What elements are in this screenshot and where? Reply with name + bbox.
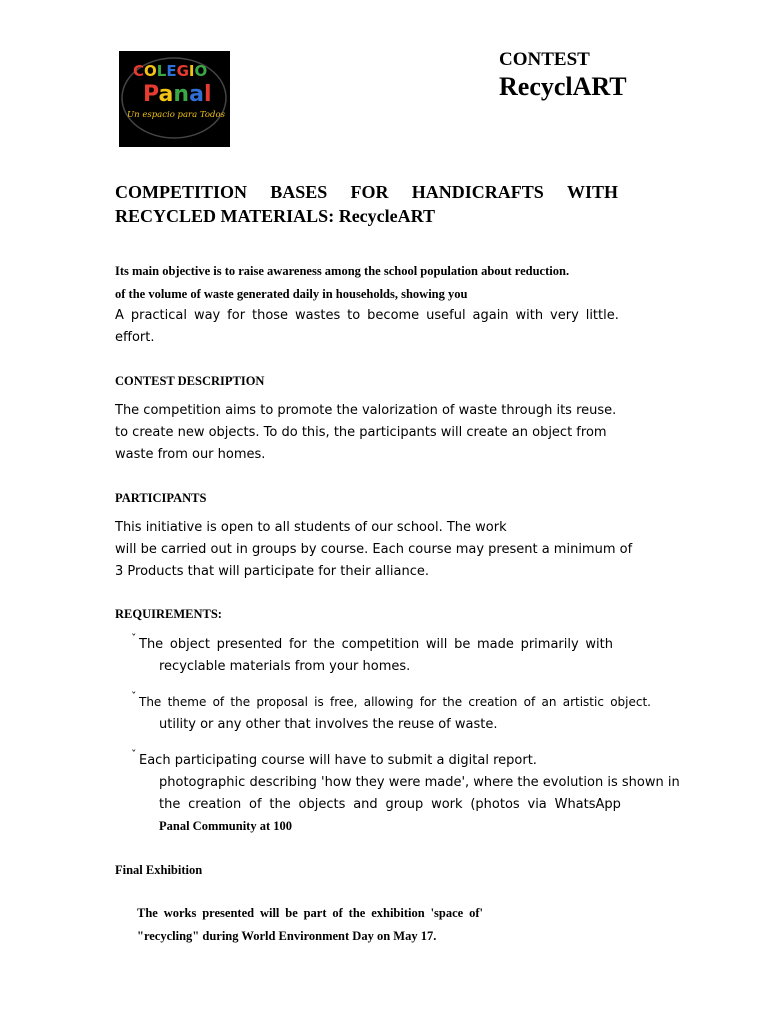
section-title-participants: PARTICIPANTS (115, 491, 207, 505)
heading-word: COMPETITION (115, 182, 248, 202)
requirement-3-line-1: Each participating course will have to submit a digital report. (139, 753, 537, 768)
description-line: waste from our homes. (115, 447, 266, 462)
requirement-2-line-1: The theme of the proposal is free, allowing for the creation of an artistic object. (139, 695, 651, 709)
section-title-exhibition: Final Exhibition (115, 863, 203, 877)
school-logo (119, 51, 230, 147)
logo-text-colegio: COLEGIO (133, 62, 208, 80)
participants-line: will be carried out in groups by course. Each course may present a minimum of (115, 542, 633, 557)
heading-word: BASES (270, 182, 328, 202)
bullet-mark: ˇ (131, 690, 137, 703)
section-title-requirements: REQUIREMENTS: (115, 607, 222, 621)
heading-line-2: RECYCLED MATERIALS: RecycleART (115, 206, 436, 226)
requirement-3-line-3: the creation of the objects and group work (photos via WhatsApp (159, 797, 621, 812)
intro-line-2: of the volume of waste generated daily in households, showing you (115, 287, 468, 301)
participants-line: This initiative is open to all students of our school. The work (115, 520, 507, 535)
exhibition-line-2: "recycling" during World Environment Day on May 17. (137, 929, 437, 943)
logo-text-tagline: Un espacio para Todos (127, 110, 225, 120)
contest-label: CONTEST (499, 49, 590, 70)
requirement-3-line-4: Panal Community at 100 (159, 819, 292, 833)
logo-text-panal: Panal (143, 82, 212, 107)
requirement-1-line-1: The object presented for the competition will be made primarily with (139, 637, 613, 652)
description-line: The competition aims to promote the valorization of waste through its reuse. (115, 403, 617, 418)
heading-word: FOR (350, 182, 389, 202)
document-heading (115, 180, 618, 228)
intro-line-1: Its main objective is to raise awareness among the school population about reduction. (115, 264, 570, 278)
requirement-1-line-2: recyclable materials from your homes. (159, 659, 411, 674)
section-title-description: CONTEST DESCRIPTION (115, 374, 265, 388)
bullet-mark: ˇ (131, 632, 137, 645)
contest-name: RecyclART (499, 72, 627, 101)
requirement-2-line-2: utility or any other that involves the reuse of waste. (159, 717, 498, 732)
heading-word: HANDICRAFTS (411, 182, 544, 202)
intro-line-3: A practical way for those wastes to become useful again with very little. (115, 308, 619, 323)
bullet-mark: ˇ (131, 748, 137, 761)
description-line: to create new objects. To do this, the participants will create an object from (115, 425, 607, 440)
exhibition-line-1: The works presented will be part of the exhibition 'space of' (137, 906, 483, 920)
heading-line-1 (115, 180, 618, 204)
intro-line-4: effort. (115, 330, 155, 345)
heading-word: WITH (566, 182, 618, 202)
requirement-3-line-2: photographic describing 'how they were made', where the evolution is shown in (159, 775, 680, 790)
participants-line: 3 Products that will participate for their alliance. (115, 564, 429, 579)
